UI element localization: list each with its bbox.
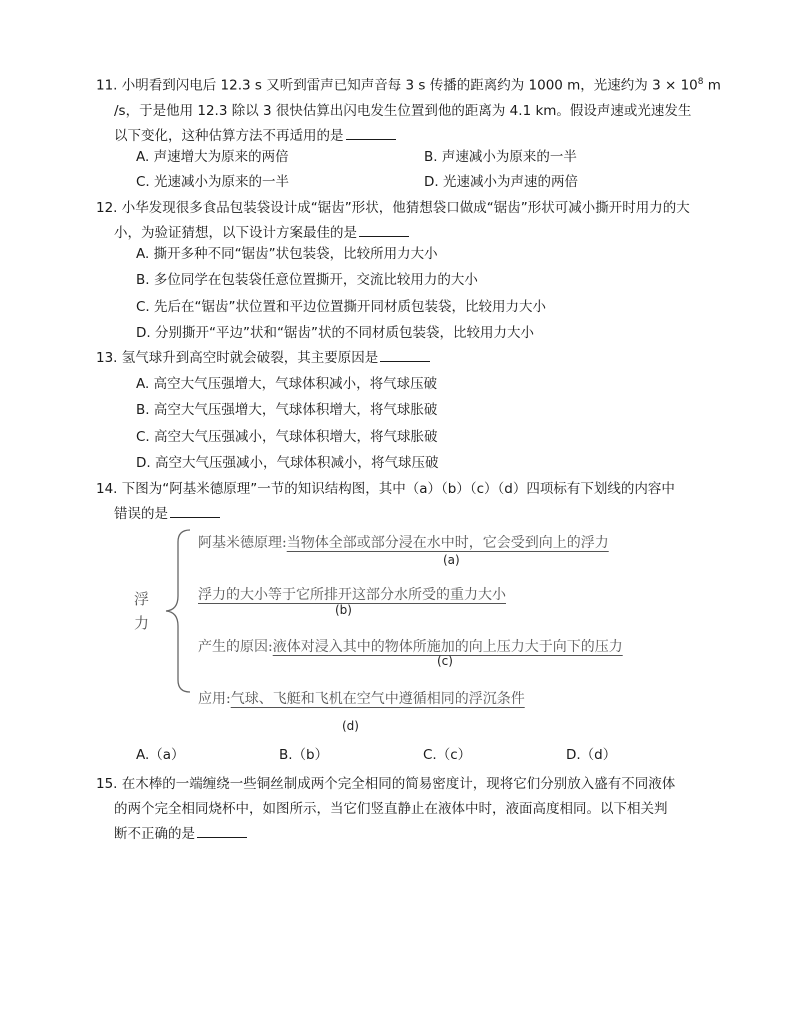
q14-option-c: C.（c） [423, 747, 472, 763]
q12-option-d: D. 分别撕开“平边”状和“锯齿”状的不同材质包装袋，比较用力大小 [136, 325, 534, 341]
answer-blank [346, 125, 396, 140]
row-d-tag: (d) [342, 719, 359, 733]
q12-stem-line1: 12. 小华发现很多食品包装袋设计成“锯齿”形状，他猜想袋口做成“锯齿”形状可减小撕开时用力的大 [96, 200, 690, 216]
diagram-row-c: 产生的原因:液体对浸入其中的物体所施加的向上压力大于向下的压力 [198, 639, 623, 655]
row-a-tag: (a) [443, 553, 460, 567]
diagram-row-b [198, 584, 506, 604]
question-12 [96, 196, 704, 246]
q14-option-a: A.（a） [136, 747, 185, 763]
q13-option-c: C. 高空大气压强减小，气球体积增大，将气球胀破 [136, 429, 438, 445]
side-label-li: 力 [134, 614, 150, 632]
q11-option-d: D. 光速减小为声速的两倍 [424, 174, 578, 190]
q14-stem-line2: 错误的是 [114, 502, 704, 527]
q15-stem-line1: 15. 在木棒的一端缠绕一些铜丝制成两个完全相同的简易密度计，现将它们分别放入盛有不同液体 [96, 776, 676, 792]
question-15 [96, 772, 704, 847]
q11-option-b: B. 声速减小为原来的一半 [424, 149, 577, 165]
diagram-row-d: 应用:气球、飞艇和飞机在空气中遵循相同的浮沉条件 [198, 691, 525, 707]
question-13 [96, 346, 704, 371]
q14-option-b: B.（b） [279, 747, 329, 763]
diagram-row-a: 阿基米德原理:当物体全部或部分浸在水中时，它会受到向上的浮力 [198, 535, 609, 551]
q11-stem-line1: 11. 小明看到闪电后 12.3 s 又听到雷声已知声音每 3 s 传播的距离约为 1000 m，光速约为 $3 \times 10^8$ m [96, 77, 721, 94]
row-c-tag: (c) [437, 654, 453, 668]
answer-blank [170, 503, 220, 518]
q11-stem-line3: 以下变化，这种估算方法不再适用的是 [114, 124, 704, 149]
q11-option-a: A. 声速增大为原来的两倍 [136, 149, 289, 165]
q13-stem-line1: 13. 氢气球升到高空时就会破裂，其主要原因是 [96, 346, 704, 371]
q13-option-b: B. 高空大气压强增大，气球体积增大，将气球胀破 [136, 402, 438, 418]
q15-stem-line3: 断不正确的是 [114, 822, 704, 847]
q12-option-b: B. 多位同学在包装袋任意位置撕开，交流比较用力的大小 [136, 272, 478, 288]
answer-blank [359, 222, 409, 237]
q14-option-d: D.（d） [566, 747, 617, 763]
row-b-underlined-text: 浮力的大小等于它所排开这部分水所受的重力大小 [198, 587, 506, 603]
q11-stem-line2: /s，于是他用 12.3 除以 3 很快估算出闪电发生位置到他的距离为 4.1 km。假设声速或光速发生 [114, 102, 692, 119]
q13-option-d: D. 高空大气压强减小，气球体积减小，将气球压破 [136, 455, 439, 471]
answer-blank [380, 347, 430, 362]
q12-stem-line2: 小，为验证猜想，以下设计方案最佳的是 [114, 221, 704, 246]
question-11 [96, 70, 721, 149]
q12-option-c: C. 先后在“锯齿”状位置和平边位置撕开同材质包装袋，比较用力大小 [136, 299, 546, 315]
q13-option-a: A. 高空大气压强增大，气球体积减小，将气球压破 [136, 376, 438, 392]
question-14 [96, 477, 704, 527]
row-d-underlined-text: 气球、飞艇和飞机在空气中遵循相同的浮沉条件 [230, 691, 525, 707]
row-b-tag: (b) [335, 603, 352, 617]
q15-stem-line2: 的两个完全相同烧杯中，如图所示，当它们竖直静止在液体中时，液面高度相同。以下相关判 [114, 801, 668, 817]
row-c-underlined-text: 液体对浸入其中的物体所施加的向上压力大于向下的压力 [272, 639, 623, 655]
q14-stem-line1: 14. 下图为“阿基米德原理”一节的知识结构图，其中（a）（b）（c）（d）四项标有下划线的内容中 [96, 481, 675, 497]
curly-brace [160, 528, 200, 694]
q11-option-c: C. 光速减小为原来的一半 [136, 174, 290, 190]
row-a-underlined-text: 当物体全部或部分浸在水中时，它会受到向上的浮力 [286, 535, 609, 551]
side-label-fu: 浮 [134, 590, 150, 608]
answer-blank [197, 823, 247, 838]
q12-option-a: A. 撕开多种不同“锯齿”状包装袋，比较所用力大小 [136, 246, 438, 262]
